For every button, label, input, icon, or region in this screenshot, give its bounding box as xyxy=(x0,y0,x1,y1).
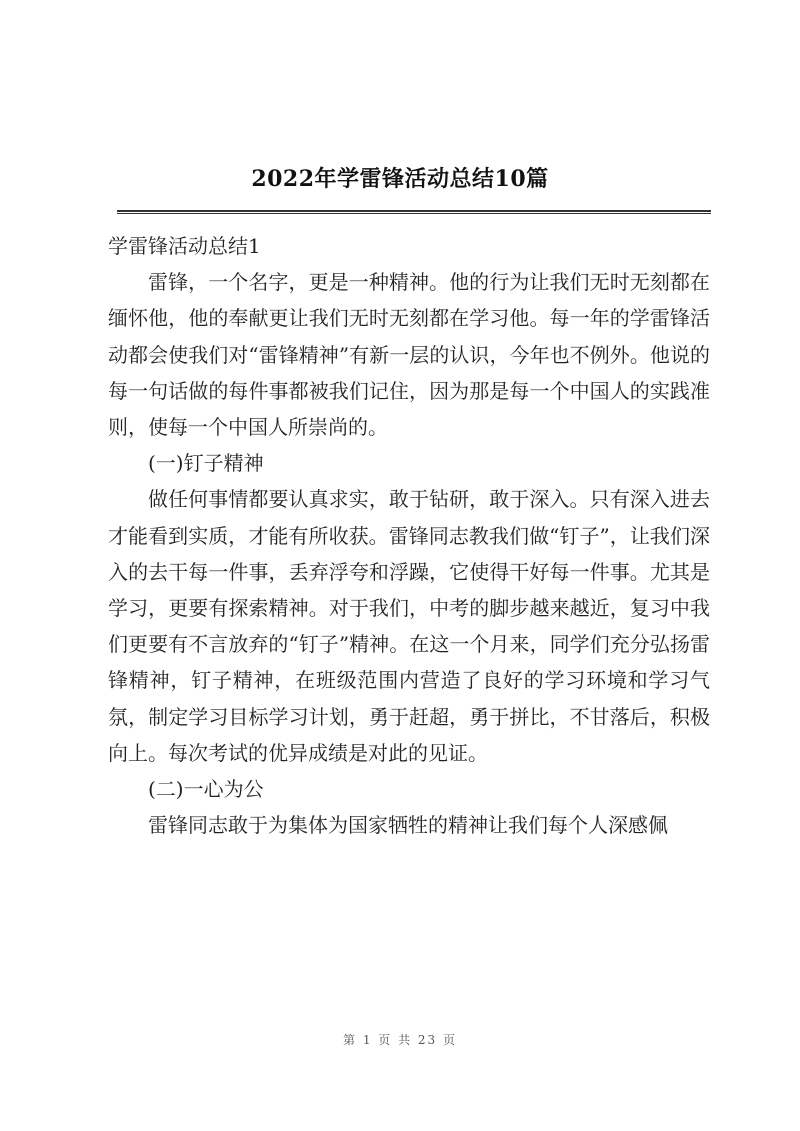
subheading-selfless: (二)一心为公 xyxy=(148,777,264,802)
document-title: 2022年学雷锋活动总结10篇 xyxy=(251,166,549,192)
section-title: 学雷锋活动总结1 xyxy=(108,234,261,258)
paragraph-selfless: 雷锋同志敢于为集体为国家牺牲的精神让我们每个人深感佩 xyxy=(148,813,668,838)
page-number-footer: 第 1 页 共 23 页 xyxy=(343,1033,457,1047)
paragraph-nail-spirit: 做任何事情都要认真求实，敢于钻研，敢于深入。只有深入进去才能看到实质，才能有所收获。雷锋同志教我们做“钉子”，让我们深入的去干每一件事，丢弃浮夸和浮躁，它使得干好每一件事。尤其是学习，更要有探索精神。对于我们，中考的脚步越来越近，复习中我们更要有不言放弃的“钉子”精神。在这一个月来，同学们充分弘扬雷锋精神，钉子精神，在班级范围内营造了良好的学习环境和学习气氛，制定学习目标学习计划，勇于赶超，勇于拼比，不甘落后，积极向上。每次考试的优异成绩是对此的见证。 xyxy=(108,487,710,765)
subheading-nail-spirit: (一)钉子精神 xyxy=(148,451,264,476)
paragraph-intro: 雷锋，一个名字，更是一种精神。他的行为让我们无时无刻都在缅怀他，他的奉献更让我们无时无刻都在学习他。每一年的学雷锋活动都会使我们对“雷锋精神”有新一层的认识，今年也不例外。他说的每一句话做的每件事都被我们记住，因为那是每一个中国人的实践准则，使每一个中国人所崇尚的。 xyxy=(108,270,710,440)
title-divider xyxy=(117,210,711,214)
document-body xyxy=(108,228,710,843)
